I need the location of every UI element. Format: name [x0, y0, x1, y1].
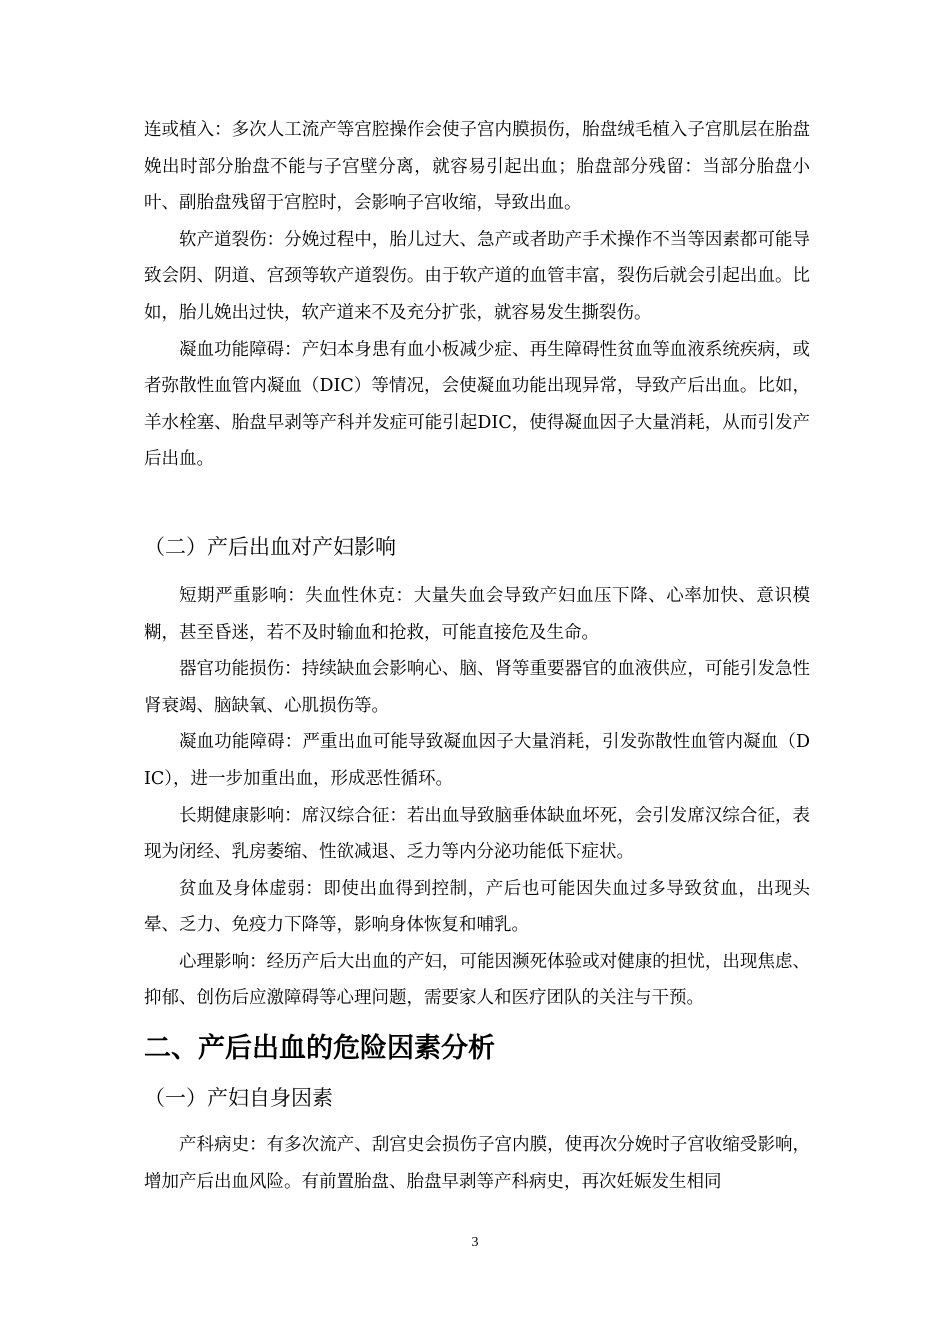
paragraph-soft-birth-canal-laceration: 软产道裂伤：分娩过程中，胎儿过大、急产或者助产手术操作不当等因素都可能导致会阴、阴道、宫颈等软产道裂伤。由于软产道的血管丰富，裂伤后就会引起出血。比如，胎儿娩出过快，软产道来不及充分扩张，就容易发生撕裂伤。 — [144, 229, 810, 323]
paragraph-anemia: 贫血及身体虚弱：即使出血得到控制，产后也可能因失血过多导致贫血，出现头晕、乏力、免疫力下降等，影响身体恢复和哺乳。 — [144, 878, 810, 936]
paragraph-obstetric-history: 产科病史：有多次流产、刮宫史会损伤子宫内膜，使再次分娩时子宫收缩受影响，增加产后出血风险。有前置胎盘、胎盘早剥等产科病史，再次妊娠发生相同 — [144, 1135, 810, 1192]
paragraph-long-term-impact: 长期健康影响：席汉综合征：若出血导致脑垂体缺血坏死，会引发席汉综合征，表现为闭经、乳房萎缩、性欲减退、乏力等内分泌功能低下症状。 — [144, 805, 810, 863]
page-number: 3 — [471, 1235, 479, 1250]
paragraph-coagulation-impact: 凝血功能障碍：严重出血可能导致凝血因子大量消耗，引发弥散性血管内凝血（DIC），进一步加重出血，形成恶性循环。 — [144, 732, 810, 789]
page-content — [144, 112, 810, 1200]
section-heading-impact: （二）产后出血对产妇影响 — [144, 534, 396, 559]
subsection-heading-maternal-factors: （一）产妇自身因素 — [144, 1086, 333, 1111]
paragraph-psychological-impact: 心理影响：经历产后大出血的产妇，可能因濒死体验或对健康的担忧，出现焦虑、抑郁、创伤后应激障碍等心理问题，需要家人和医疗团队的关注与干预。 — [144, 951, 810, 1009]
paragraph-placenta-accreta: 连或植入：多次人工流产等宫腔操作会使子宫内膜损伤，胎盘绒毛植入子宫肌层在胎盘娩出时部分胎盘不能与子宫壁分离，就容易引起出血；胎盘部分残留：当部分胎盘小叶、副胎盘残留于宫腔时，会影响子宫收缩，导致出血。 — [144, 120, 810, 214]
paragraph-organ-damage: 器官功能损伤：持续缺血会影响心、脑、肾等重要器官的血液供应，可能引发急性肾衰竭、脑缺氧、心肌损伤等。 — [144, 659, 810, 716]
paragraph-coagulation-disorder: 凝血功能障碍：产妇本身患有血小板减少症、再生障碍性贫血等血液系统疾病，或者弥散性血管内凝血（DIC）等情况，会使凝血功能出现异常，导致产后出血。比如，羊水栓塞、胎盘早剥等产科并发症可能引起DIC，使得凝血因子大量消耗，从而引发产后出血。 — [144, 339, 810, 470]
chapter-heading-risk-factors: 二、产后出血的危险因素分析 — [144, 1033, 495, 1065]
paragraph-short-term-impact: 短期严重影响：失血性休克：大量失血会导致产妇血压下降、心率加快、意识模糊，甚至昏迷，若不及时输血和抢救，可能直接危及生命。 — [144, 585, 810, 643]
